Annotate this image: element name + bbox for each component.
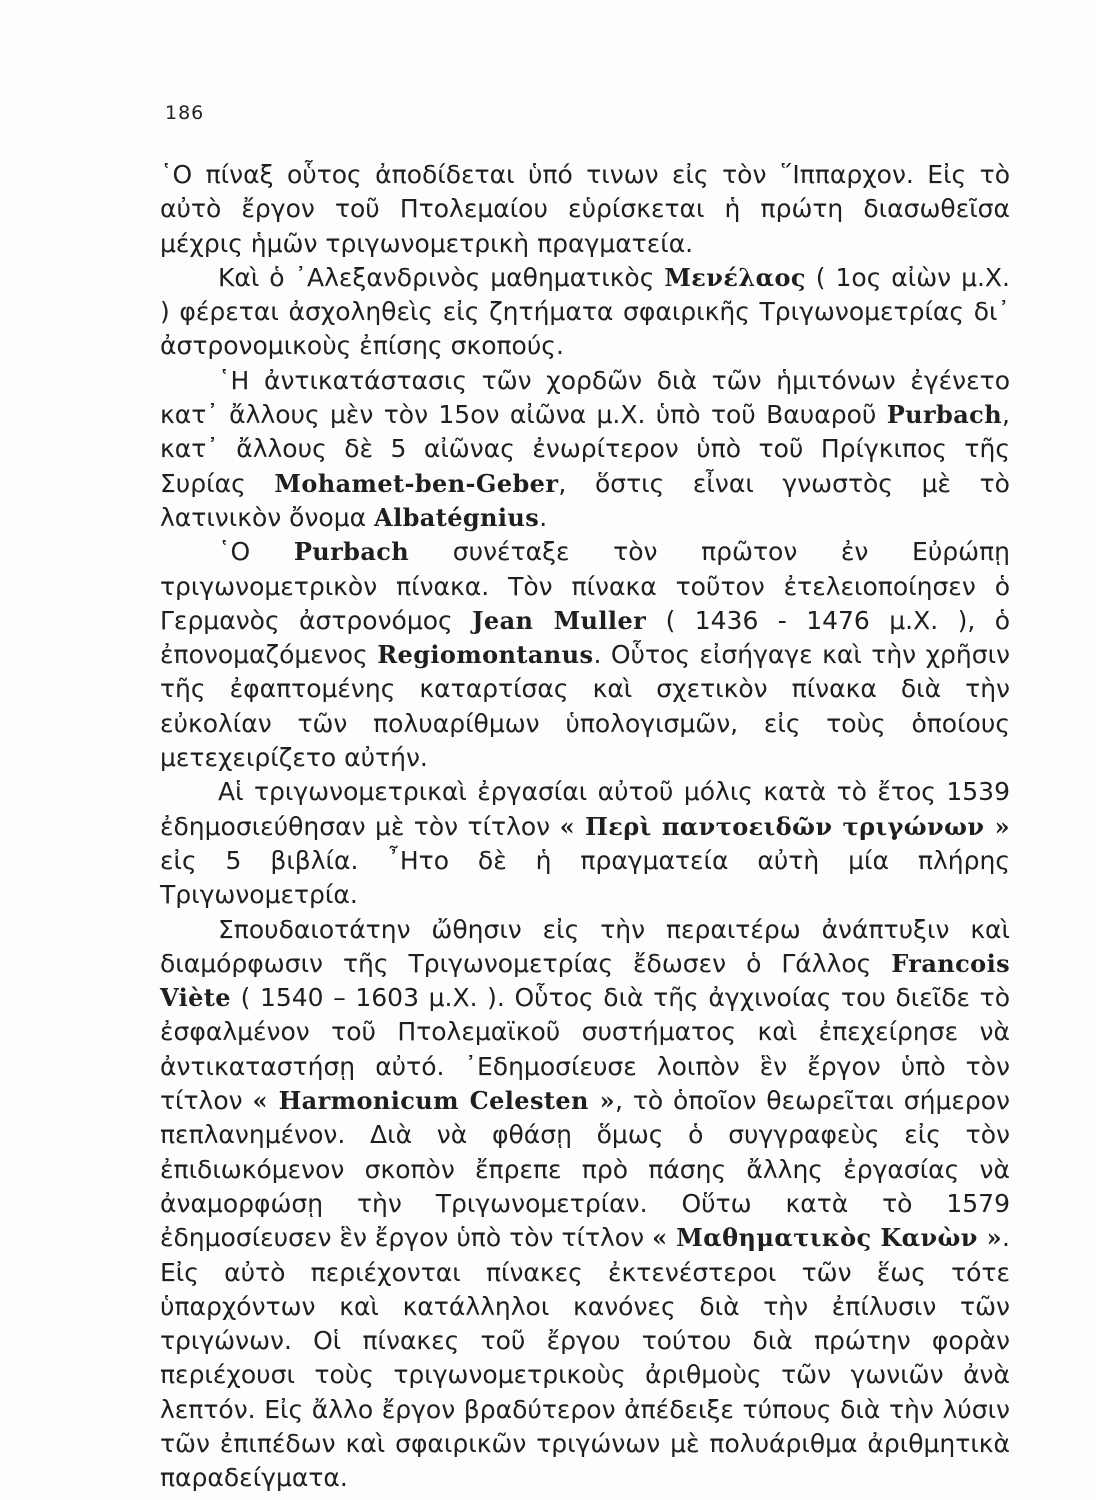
- paragraph: [160, 913, 1010, 1496]
- text-run: . Οὗτος εἰσήγαγε καὶ τὴν χρῆσιν τῆς ἐφαπτομένης καταρτίσας καὶ σχετικὸν πίνακα διὰ τὴν εὐκολίαν τῶν πολυαρίθμων ὑπολογισμῶν, εἰς τοὺς ὁποίους μετεχειρίζετο αὐτήν.: [160, 640, 1010, 773]
- paragraph: [160, 158, 1010, 261]
- text-run: , ὅστις εἶναι γνωστὸς μὲ τὸ λατινικὸν ὄνομα: [160, 468, 1010, 532]
- text-run: , κατ᾿ ἄλλους δὲ 5 αἰῶνας ἐνωρίτερον ὑπὸ τοῦ Πρίγκιπος τῆς Συρίας: [160, 400, 1010, 498]
- body-text: [160, 158, 1010, 1496]
- paragraph: [160, 535, 1010, 775]
- text-run: Καὶ ὁ ᾿Αλεξανδρινὸς μαθηματικὸς: [218, 262, 665, 292]
- bold-name: Mohamet-ben-Geber: [274, 468, 559, 498]
- bold-name: Μενέλαος: [664, 262, 806, 292]
- paragraph: [160, 364, 1010, 535]
- text-run: . Εἰς αὐτὸ περιέχονται πίνακες ἐκτενέστεροι τῶν ἕως τότε ὑπαρχόντων καὶ κατάλληλοι κανόνες διὰ τὴν ἐπίλυσιν τῶν τριγώνων. Οἱ πίνακες τοῦ ἔργου τούτου διὰ πρώτην φορὰν περιέχουσι τοὺς τριγωνομετρικοὺς ἀριθμοὺς τῶν γωνιῶν ἀνὰ λεπτόν. Εἰς ἄλλο ἔργον βραδύτερον ἀπέδειξε τύπους διὰ τὴν λύσιν τῶν ἐπιπέδων καὶ σφαιρικῶν τριγώνων μὲ πολυάριθμα ἀριθμητικὰ παραδείγματα.: [160, 1223, 1010, 1493]
- bold-name: Regiomontanus: [377, 640, 594, 670]
- bold-name: « Περὶ παντοειδῶν τριγώνων »: [559, 811, 1010, 841]
- text-run: .: [539, 502, 548, 532]
- text-run: ( 1ος αἰὼν μ.Χ. ) φέρεται ἀσχοληθεὶς εἰς ζητήματα σφαιρικῆς Τριγωνομετρίας δι᾿ ἀστρονομικοὺς ἐπίσης σκοπούς.: [160, 262, 1010, 361]
- bold-name: Purbach: [293, 537, 410, 567]
- text-run: Αἱ τριγωνομετρικαὶ ἐργασίαι αὐτοῦ μόλις κατὰ τὸ ἔτος 1539 ἐδημοσιεύθησαν μὲ τὸν τίτλον: [160, 777, 1010, 841]
- bold-name: Francois Viète: [160, 948, 1010, 1013]
- text-run: συνέταξε τὸν πρῶτον ἐν Εὐρώπῃ τριγωνομετρικὸν πίνακα. Τὸν πίνακα τοῦτον ἐτελειοποίησεν ὁ Γερμανὸς ἀστρονόμος: [160, 537, 1010, 635]
- bold-name: Jean Muller: [472, 605, 647, 635]
- bold-name: Albatégnius: [374, 502, 540, 532]
- bold-name: « Harmonicum Celesten »: [252, 1086, 615, 1116]
- page-number: 186: [165, 102, 205, 124]
- text-run: Σπουδαιοτάτην ὤθησιν εἰς τὴν περαιτέρω ἀνάπτυξιν καὶ διαμόρφωσιν τῆς Τριγωνομετρίας ἔδωσεν ὁ Γάλλος: [160, 914, 1010, 978]
- bold-name: Purbach: [886, 400, 1003, 430]
- text-run: ῾Ο πίναξ οὗτος ἀποδίδεται ὑπό τινων εἰς τὸν ῞Ιππαρχον. Εἰς τὸ αὐτὸ ἔργον τοῦ Πτολεμαίου εὑρίσκεται ἡ πρώτη διασωθεῖσα μέχρις ἡμῶν τριγωνομετρικὴ πραγματεία.: [160, 160, 1010, 258]
- text-run: εἰς 5 βιβλία. ῏Ητο δὲ ἡ πραγματεία αὐτὴ μία πλήρης Τριγωνομετρία.: [160, 845, 1010, 910]
- paragraph: [160, 775, 1010, 912]
- text-run: ( 1436 - 1476 μ.Χ. ), ὁ ἐπονομαζόμενος: [160, 605, 1010, 670]
- bold-name: « Μαθηματικὸς Κανὼν »: [652, 1223, 1003, 1253]
- text-run: ( 1540 – 1603 μ.Χ. ). Οὗτος διὰ τῆς ἀγχινοίας του διεῖδε τὸ ἐσφαλμένον τοῦ Πτολεμαϊκοῦ συστήματος καὶ ἐπεχείρησε νὰ ἀντικαταστήσῃ αὐτό. ᾿Εδημοσίευσε λοιπὸν ἓν ἔργον ὑπὸ τὸν τίτλον: [160, 983, 1010, 1116]
- text-run: ῾Ο: [218, 537, 294, 567]
- paragraph: [160, 261, 1010, 364]
- text-run: ῾Η ἀντικατάστασις τῶν χορδῶν διὰ τῶν ἡμιτόνων ἐγένετο κατ᾿ ἄλλους μὲν τὸν 15ον αἰῶνα μ.Χ. ὑπὸ τοῦ Βαυαροῦ: [160, 365, 1010, 430]
- text-run: , τὸ ὁποῖον θεωρεῖται σήμερον πεπλανημένον. Διὰ νὰ φθάσῃ ὅμως ὁ συγγραφεὺς εἰς τὸν ἐπιδιωκόμενον σκοπὸν ἔπρεπε πρὸ πάσης ἄλλης ἐργασίας νὰ ἀναμορφώσῃ τὴν Τριγωνομετρίαν. Οὕτω κατὰ τὸ 1579 ἐδημοσίευσεν ἓν ἔργον ὑπὸ τὸν τίτλον: [160, 1086, 1010, 1253]
